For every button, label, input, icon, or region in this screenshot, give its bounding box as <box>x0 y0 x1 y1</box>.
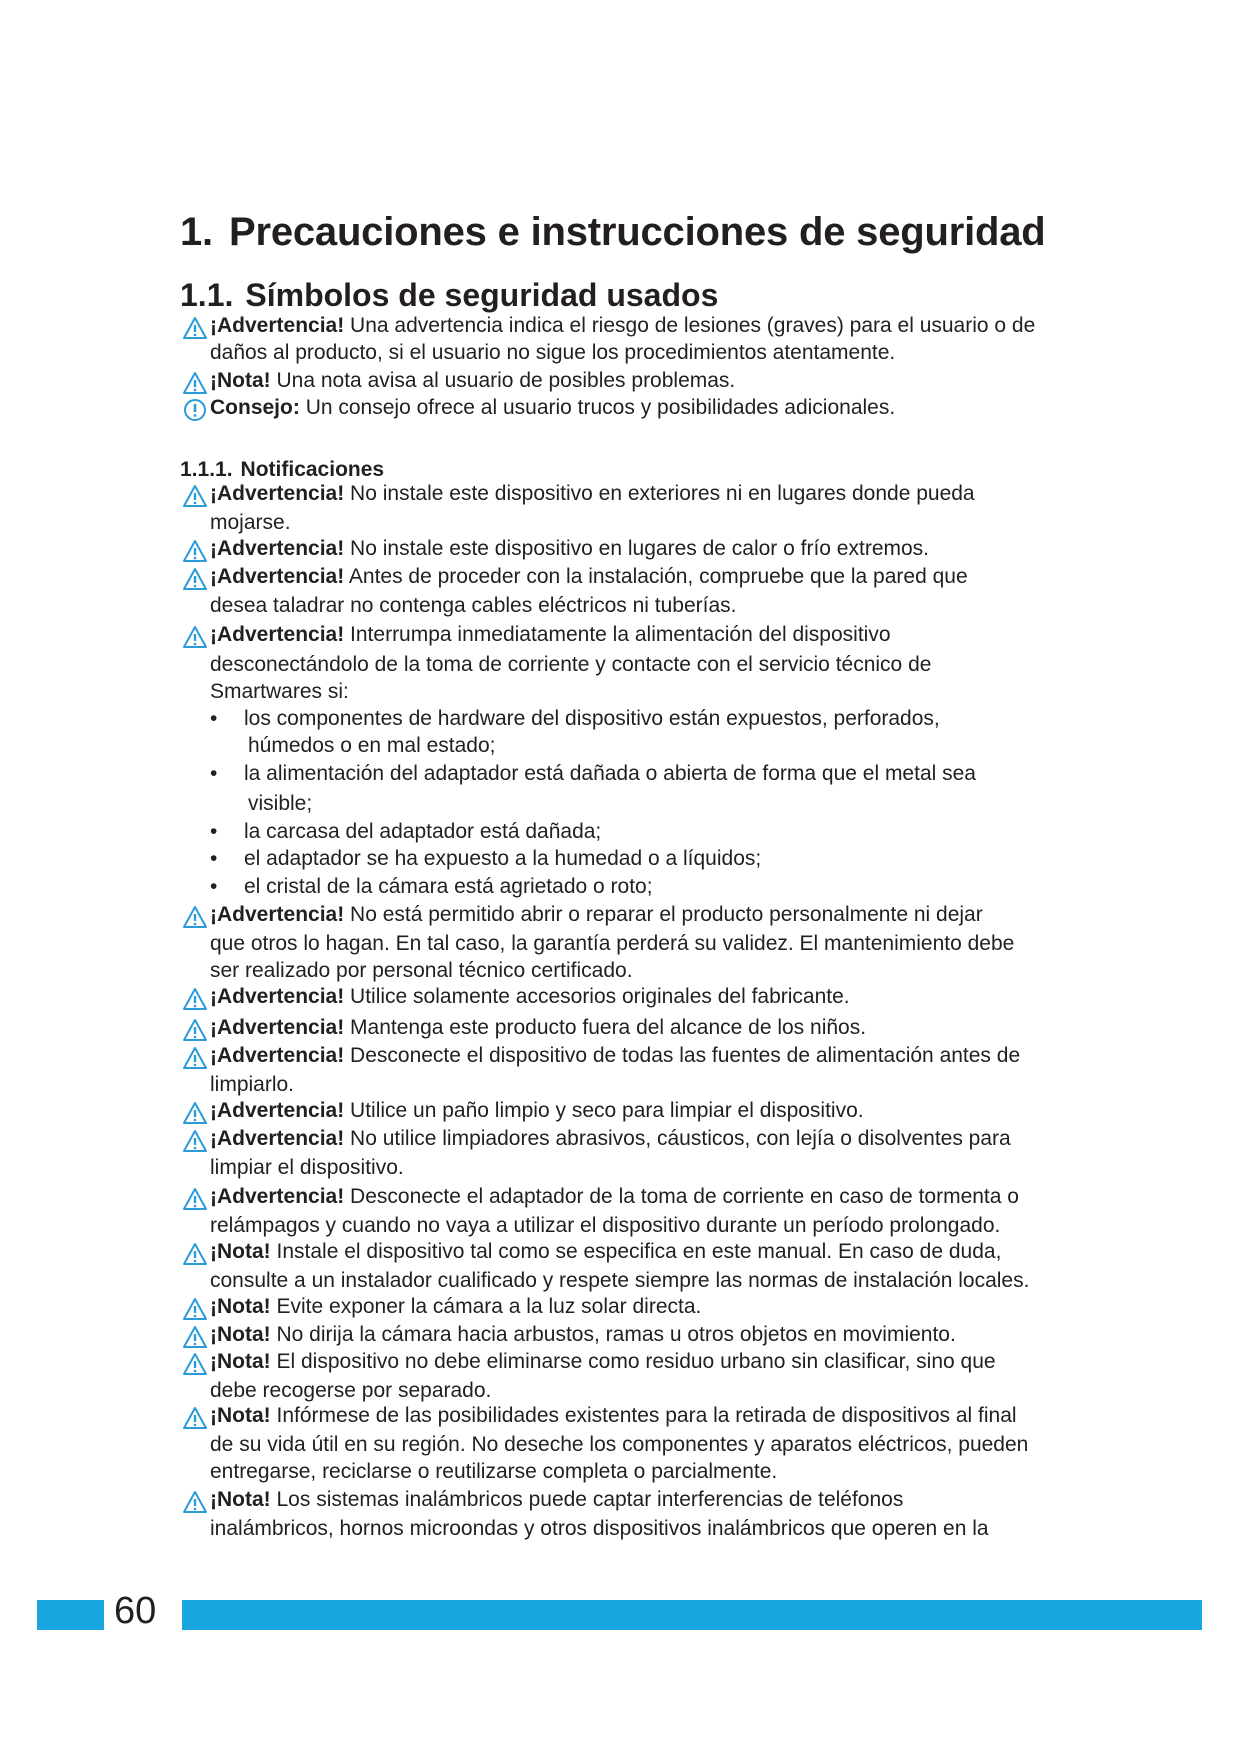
warning-icon <box>182 1129 208 1153</box>
bullet-item: el adaptador se ha expuesto a la humedad o a líquidos; <box>244 847 762 870</box>
symbol-warning: ¡Advertencia! Una advertencia indica el riesgo de lesiones (graves) para el usuario o de <box>210 314 1036 337</box>
bullet-item: los componentes de hardware del dispositivo están expuestos, perforados, <box>244 707 940 730</box>
bullet-item: el cristal de la cámara está agrietado o roto; <box>244 875 653 898</box>
warning-icon <box>182 316 208 340</box>
notification-cont: de su vida útil en su región. No deseche los componentes y aparatos eléctricos, pueden <box>210 1433 1029 1456</box>
notification-cont: desea taladrar no contenga cables eléctricos ni tuberías. <box>210 594 737 617</box>
info-icon <box>182 398 208 422</box>
warning-icon <box>182 1325 208 1349</box>
warning-icon <box>182 1046 208 1070</box>
notification-cont: Smartwares si: <box>210 680 349 703</box>
warning-icon <box>182 625 208 649</box>
notification-item: ¡Advertencia! Mantenga este producto fuera del alcance de los niños. <box>210 1016 867 1039</box>
warning-icon <box>182 1242 208 1266</box>
bullet-marker: • <box>210 875 218 898</box>
bullet-cont: visible; <box>248 792 313 815</box>
footer-bar-right <box>182 1600 1202 1630</box>
notification-item: ¡Advertencia! Antes de proceder con la instalación, compruebe que la pared que <box>210 565 968 588</box>
notification-cont: relámpagos y cuando no vaya a utilizar el dispositivo durante un período prolongado. <box>210 1214 1001 1237</box>
notification-item: ¡Advertencia! No instale este dispositivo en exteriores ni en lugares donde pueda <box>210 482 975 505</box>
notification-item: ¡Advertencia! Desconecte el dispositivo de todas las fuentes de alimentación antes de <box>210 1044 1021 1067</box>
warning-icon <box>182 1018 208 1042</box>
warning-icon <box>182 567 208 591</box>
notification-item: ¡Advertencia! Utilice un paño limpio y seco para limpiar el dispositivo. <box>210 1099 864 1122</box>
warning-icon <box>182 539 208 563</box>
bullet-marker: • <box>210 707 218 730</box>
notification-item: ¡Advertencia! Desconecte el adaptador de la toma de corriente en caso de tormenta o <box>210 1185 1019 1208</box>
warning-icon <box>182 987 208 1011</box>
warning-icon <box>182 905 208 929</box>
notification-item: ¡Nota! El dispositivo no debe eliminarse como residuo urbano sin clasificar, sino que <box>210 1350 996 1373</box>
symbol-tip: Consejo: Un consejo ofrece al usuario trucos y posibilidades adicionales. <box>210 396 896 419</box>
warning-icon <box>182 1101 208 1125</box>
notification-cont: consulte a un instalador cualificado y respete siempre las normas de instalación locales. <box>210 1269 1030 1292</box>
warning-icon <box>182 1297 208 1321</box>
notification-cont: limpiarlo. <box>210 1073 295 1096</box>
warning-icon <box>182 1352 208 1376</box>
bullet-cont: húmedos o en mal estado; <box>248 734 496 757</box>
notification-cont: debe recogerse por separado. <box>210 1379 492 1402</box>
notification-item: ¡Advertencia! No utilice limpiadores abrasivos, cáusticos, con lejía o disolventes para <box>210 1127 1011 1150</box>
warning-icon <box>182 1490 208 1514</box>
notification-item: ¡Advertencia! Utilice solamente accesorios originales del fabricante. <box>210 985 850 1008</box>
warning-icon <box>182 1187 208 1211</box>
notification-cont: ser realizado por personal técnico certificado. <box>210 959 633 982</box>
bullet-marker: • <box>210 847 218 870</box>
warning-icon <box>182 484 208 508</box>
notification-item: ¡Nota! Instale el dispositivo tal como se especifica en este manual. En caso de duda, <box>210 1240 1002 1263</box>
notification-cont: desconectándolo de la toma de corriente y contacte con el servicio técnico de <box>210 653 932 676</box>
subsubsection-heading: 1.1.1. Notificaciones <box>180 458 385 481</box>
warning-icon <box>182 371 208 395</box>
notification-cont: que otros lo hagan. En tal caso, la garantía perderá su validez. El mantenimiento debe <box>210 932 1015 955</box>
bullet-item: la carcasa del adaptador está dañada; <box>244 820 602 843</box>
bullet-marker: • <box>210 820 218 843</box>
notification-item: ¡Nota! Infórmese de las posibilidades existentes para la retirada de dispositivos al final <box>210 1404 1017 1427</box>
notification-item: ¡Nota! Evite exponer la cámara a la luz solar directa. <box>210 1295 702 1318</box>
notification-cont: mojarse. <box>210 511 291 534</box>
section-heading: 1. Precauciones e instrucciones de seguridad <box>180 210 1046 254</box>
notification-item: ¡Nota! Los sistemas inalámbricos puede captar interferencias de teléfonos <box>210 1488 904 1511</box>
notification-cont: limpiar el dispositivo. <box>210 1156 404 1179</box>
bullet-item: la alimentación del adaptador está dañada o abierta de forma que el metal sea <box>244 762 976 785</box>
symbol-warning-cont: daños al producto, si el usuario no sigue los procedimientos atentamente. <box>210 341 896 364</box>
notification-item: ¡Nota! No dirija la cámara hacia arbustos, ramas u otros objetos en movimiento. <box>210 1323 956 1346</box>
page-number: 60 <box>114 1590 157 1632</box>
notification-item: ¡Advertencia! No instale este dispositivo en lugares de calor o frío extremos. <box>210 537 930 560</box>
symbol-note: ¡Nota! Una nota avisa al usuario de posibles problemas. <box>210 369 736 392</box>
warning-icon <box>182 1406 208 1430</box>
notification-cont: entregarse, reciclarse o reutilizarse completa o parcialmente. <box>210 1460 778 1483</box>
subsection-heading: 1.1. Símbolos de seguridad usados <box>180 277 719 313</box>
footer-bar-left <box>37 1600 104 1630</box>
bullet-marker: • <box>210 762 218 785</box>
notification-item: ¡Advertencia! Interrumpa inmediatamente la alimentación del dispositivo <box>210 623 891 646</box>
notification-item: ¡Advertencia! No está permitido abrir o reparar el producto personalmente ni dejar <box>210 903 983 926</box>
notification-cont: inalámbricos, hornos microondas y otros dispositivos inalámbricos que operen en la <box>210 1517 989 1540</box>
